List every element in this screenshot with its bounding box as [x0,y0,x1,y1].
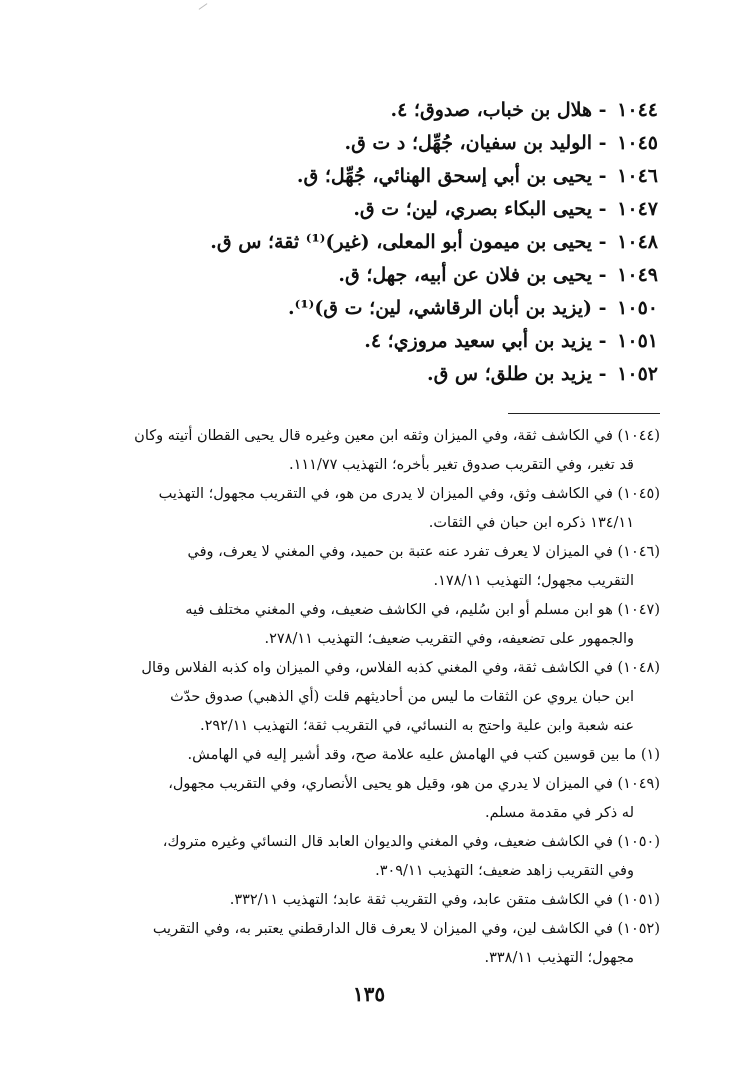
entry-text: الوليد بن سفيان، جُهِّل؛ د ت ق. [344,132,593,154]
footnote: (١٠٥٠) في الكاشف ضعيف، وفي المغني والديوان العابد قال النسائي وغيره متروك، وفي التقريب زاهد ضعيف؛ التهذيب ٣٠٩/١١. [162,834,660,879]
footnote: (١٠٤٦) في الميزان لا يعرف تفرد عنه عتبة بن حميد، وفي المغني لا يعرف، وفي التقريب مجهول؛ التهذيب ١٧٨/١١. [187,544,660,589]
entry-text: يحيى بن أبي إسحق الهنائي، جُهِّل؛ ق. [296,165,593,187]
entry-number: ١٠٥٠ [617,297,658,319]
entry-text: يزيد بن طلق؛ س ق. [426,363,593,385]
entry-text: هلال بن خباب، صدوق؛ ٤. [390,99,593,121]
footnotes [78,422,660,973]
footnote: (١٠٤٥) في الكاشف وثق، وفي الميزان لا يدرى من هو، في التقريب مجهول؛ التهذيب ١٣٤/١١ ذكره ابن حبان في الثقات. [158,486,660,531]
entry-number: ١٠٤٤ [617,99,658,121]
entry: ١٠٤٩ - يحيى بن فلان عن أبيه، جهل؛ ق. [338,264,658,286]
footnote-divider [508,413,660,414]
entry-text: يحيى بن ميمون أبو المعلى، (غير)⁽¹⁾ ثقة؛ س ق. [210,231,593,253]
entry: ١٠٤٨ - يحيى بن ميمون أبو المعلى، (غير)⁽¹⁾ ثقة؛ س ق. [210,231,658,253]
entry: ١٠٤٧ - يحيى البكاء بصري، لين؛ ت ق. [353,198,658,220]
narrator-list [98,94,658,391]
footnote: (١٠٤٤) في الكاشف ثقة، وفي الميزان وثقه ابن معين وغيره قال يحيى القطان أتيته وكان قد تغير، وفي التقريب صدوق تغير بأخره؛ التهذيب ١١١/٧٧. [134,428,660,473]
footnote: (١) ما بين قوسين كتب في الهامش عليه علامة صح، وقد أشير إليه في الهامش. [187,747,660,763]
entry-number: ١٠٤٧ [617,198,658,220]
entry: ١٠٥١ - يزيد بن أبي سعيد مروزي؛ ٤. [364,330,658,352]
entry: ١٠٤٦ - يحيى بن أبي إسحق الهنائي، جُهِّل؛ ق. [296,165,658,187]
footnote: (١٠٤٨) في الكاشف ثقة، وفي المغني كذبه الفلاس، وفي الميزان واه كذبه الفلاس وقال ابن حبان يروي عن الثقات ما ليس من أحاديثهم قلت (أي الذهبي) صدوق حدّث عنه شعبة وابن علية واحتج به النسائي، في التقريب ثقة؛ التهذيب ٢٩٢/١١. [141,660,660,734]
entry-text: يزيد بن أبي سعيد مروزي؛ ٤. [364,330,593,352]
entry: ١٠٥٢ - يزيد بن طلق؛ س ق. [426,363,658,385]
footnote: (١٠٥٢) في الكاشف لين، وفي الميزان لا يعرف قال الدارقطني يعتبر به، وفي التقريب مجهول؛ التهذيب ٣٣٨/١١. [152,921,660,966]
page-number: ١٣٥ [352,982,386,1006]
entry-number: ١٠٥٢ [617,363,658,385]
footnote: (١٠٥١) في الكاشف متقن عابد، وفي التقريب ثقة عابد؛ التهذيب ٣٣٢/١١. [229,892,660,908]
entry-text: (يزيد بن أبان الرقاشي، لين؛ ت ق)⁽¹⁾. [288,297,593,319]
footnote: (١٠٤٧) هو ابن مسلم أو ابن سُليم، في الكاشف ضعيف، وفي المغني مختلف فيه والجمهور على تضعيفه، وفي التقريب ضعيف؛ التهذيب ٢٧٨/١١. [185,602,660,647]
entry: ١٠٤٥ - الوليد بن سفيان، جُهِّل؛ د ت ق. [344,132,658,154]
entry: ١٠٥٠ - (يزيد بن أبان الرقاشي، لين؛ ت ق)⁽¹⁾. [288,297,658,319]
entry-number: ١٠٤٥ [617,132,658,154]
entry-text: يحيى البكاء بصري، لين؛ ت ق. [353,198,593,220]
scan-mark [199,3,208,10]
entry-number: ١٠٤٦ [617,165,658,187]
footnote: (١٠٤٩) في الميزان لا يدري من هو، وقيل هو يحيى الأنصاري، وفي التقريب مجهول، له ذكر في مقدمة مسلم. [168,776,660,821]
entry-number: ١٠٤٨ [617,231,658,253]
entry-text: يحيى بن فلان عن أبيه، جهل؛ ق. [338,264,593,286]
entry-number: ١٠٤٩ [617,264,658,286]
entry-number: ١٠٥١ [617,330,658,352]
entry: ١٠٤٤ - هلال بن خباب، صدوق؛ ٤. [390,99,658,121]
